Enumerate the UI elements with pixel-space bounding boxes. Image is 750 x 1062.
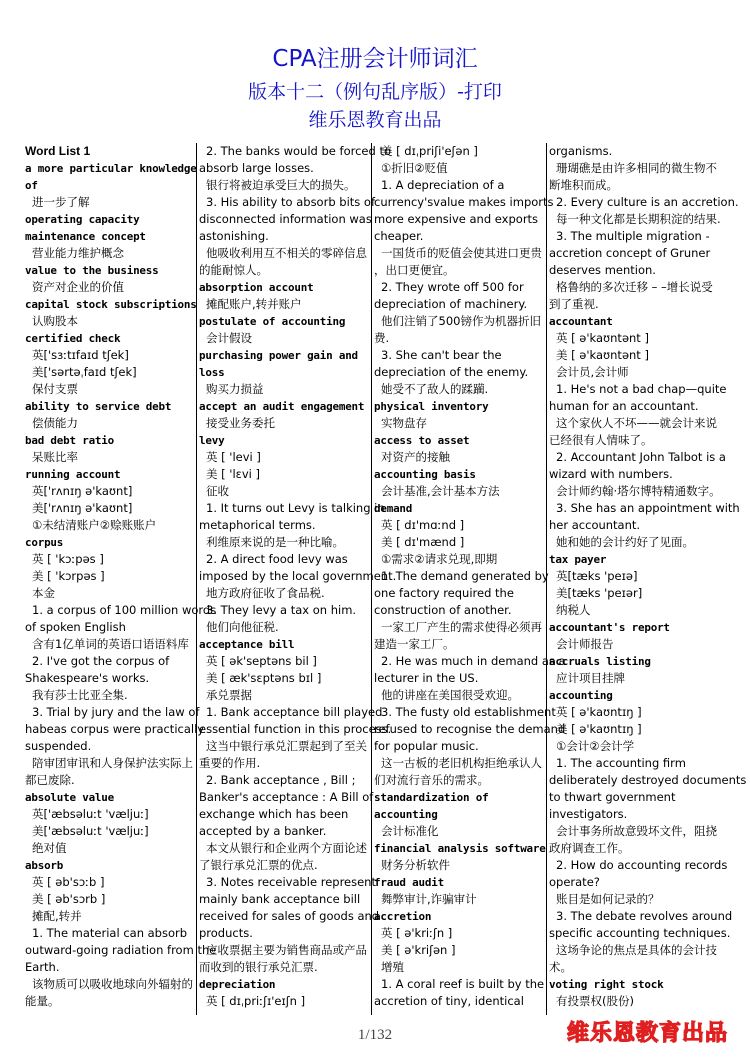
entry-line: refused to recognise the demand — [374, 722, 566, 736]
entry-line: ①需求②请求兑现,即期 — [381, 552, 498, 566]
entry-line: 2. I've got the corpus of — [32, 654, 170, 668]
entry-line: 2. Every culture is an accretion. — [556, 195, 739, 209]
entry-line: accretion of tiny, identical — [374, 994, 524, 1008]
entry-line: ①未结清账户②赊账账户 — [32, 518, 157, 532]
entry-line: 2. Bank acceptance , Bill ; — [206, 773, 356, 787]
entry-line: ①折旧②贬值 — [381, 161, 448, 175]
entry-line: 会计师约翰·塔尔博特精通数字。 — [556, 484, 721, 498]
entry-line: 财务分析软件 — [381, 858, 450, 872]
document-title: CPA注册会计师词汇 — [272, 46, 478, 72]
entry-line: 会计假设 — [206, 331, 252, 345]
entry-line: 本文从银行和企业两个方面论述 — [206, 841, 367, 855]
entry-headword: ability to service debt — [25, 400, 172, 413]
entry-headword: corpus — [25, 536, 64, 549]
entry-headword: absolute value — [25, 791, 114, 804]
entry-line: 英 [ ək'septəns bil ] — [206, 654, 317, 668]
entry-line: 3. She can't bear the — [381, 348, 502, 362]
entry-line: 3. His ability to absorb bits of — [206, 195, 376, 209]
entry-headword: of — [25, 179, 38, 192]
entry-line: 英 [ 'kɔːpəs ] — [32, 552, 104, 566]
entry-line: 建造一家工厂。 — [374, 637, 455, 651]
entry-line: 美 [ dɪ'mænd ] — [381, 535, 465, 549]
entry-line: 能量。 — [25, 994, 60, 1008]
entry-line: accretion concept of Gruner — [549, 246, 711, 260]
entry-line: 摊配,转并 — [32, 909, 82, 923]
entry-headword: accretion — [374, 910, 432, 923]
entry-line: currency'svalue makes imports — [374, 195, 554, 209]
entry-line: 已经很有人情味了。 — [549, 433, 653, 447]
entry-line: 呆账比率 — [32, 450, 78, 464]
entry-line: 3. They levy a tax on him. — [206, 603, 357, 617]
entry-line: 资产对企业的价值 — [32, 280, 124, 294]
entry-headword: certified check — [25, 332, 121, 345]
entry-line: 含有1亿单词的英语口语语料库 — [32, 637, 189, 651]
entry-headword: loss — [199, 366, 225, 379]
entry-line: 账目是如何记录的？ — [556, 892, 660, 906]
entry-line: 利维原来说的是一种比喻。 — [206, 535, 344, 549]
entry-line: 1. A coral reef is built by the — [381, 977, 545, 991]
entry-line: 1. The material can absorb — [32, 926, 188, 940]
entry-line: 有投票权(股份) — [556, 994, 634, 1008]
entry-line: lecturer in the US. — [374, 671, 479, 685]
entry-line: 一家工厂产生的需求使得必须再 — [381, 620, 542, 634]
word-column-3 — [374, 143, 566, 1013]
entry-line: imposed by the local government. — [199, 569, 397, 583]
entry-line: 会计标准化 — [381, 824, 439, 838]
entry-line: for popular music. — [374, 739, 479, 753]
entry-headword: postulate of accounting — [199, 315, 346, 328]
entry-headword: accountant's report — [549, 621, 670, 634]
entry-line: 美 [ 'lɛvi ] — [206, 467, 261, 481]
entry-line: 英 [ dɪ'mɑːnd ] — [381, 518, 465, 532]
entry-line: 断堆积而成。 — [549, 178, 618, 192]
entry-line: accepted by a banker. — [199, 824, 327, 838]
publisher-line: 维乐恩教育出品 — [308, 109, 442, 131]
entry-line: outward-going radiation from the — [25, 943, 217, 957]
entry-line: Earth. — [25, 960, 60, 974]
entry-line: 1. Bank acceptance bill played — [206, 705, 383, 719]
entry-line: 认购股本 — [32, 314, 78, 328]
entry-line: more expensive and exports — [374, 212, 539, 226]
entry-line: 会计师报告 — [556, 637, 614, 651]
entry-headword: accountant — [549, 315, 613, 328]
entry-headword: levy — [199, 434, 225, 447]
entry-line: 舞弊审计,诈骗审计 — [381, 892, 477, 906]
entry-line: of spoken English — [25, 620, 126, 634]
entry-line: 英[tæks 'peɪə] — [556, 569, 638, 583]
entry-line: deserves mention. — [549, 263, 656, 277]
entry-headword: standardization of — [374, 791, 489, 804]
entry-line: ，出口更便宜。 — [374, 263, 455, 277]
entry-line: 他们向他征税. — [206, 620, 279, 634]
entry-line: 英 [ ə'kriːʃn ] — [381, 926, 453, 940]
entry-line: operate? — [549, 875, 600, 889]
entry-line: suspended. — [25, 739, 92, 753]
entry-line: 2. He was much in demand as a — [381, 654, 566, 668]
entry-line: 美 [ ə'kaʊntɪŋ ] — [556, 722, 642, 736]
entry-line: construction of another. — [374, 603, 512, 617]
entry-headword: accruals listing — [549, 655, 651, 668]
entry-line: 会计基准,会计基本方法 — [381, 484, 500, 498]
entry-line: 会计员,会计师 — [556, 365, 629, 379]
entry-line: 应收票据主要为销售商品或产品 — [206, 943, 367, 957]
entry-headword: accounting — [374, 808, 438, 821]
entry-line: 3. Trial by jury and the law of — [32, 705, 200, 719]
entry-line: 这个家伙人不坏——就会计来说 — [556, 416, 717, 430]
entry-line: 2. A direct food levy was — [206, 552, 348, 566]
entry-line: 保付支票 — [32, 382, 78, 396]
entry-line: 1. The demand generated by — [381, 569, 549, 583]
entry-line: 偿债能力 — [32, 416, 78, 430]
entry-line: habeas corpus were practically — [25, 722, 205, 736]
column-divider — [196, 143, 197, 1015]
entry-line: exchange which has been — [199, 807, 349, 821]
entry-line: 了银行承兑汇票的优点. — [199, 858, 318, 872]
entry-line: 而收到的银行承兑汇票. — [199, 960, 318, 974]
page-number: 1/132 — [357, 1027, 393, 1043]
entry-line: 摊配账户,转并账户 — [206, 297, 302, 311]
entry-line: 这一古板的老旧机构拒绝承认人 — [381, 756, 542, 770]
entry-line: 美 [ æk'sɛptəns bɪl ] — [206, 671, 322, 685]
entry-line: 2. Accountant John Talbot is a — [556, 450, 726, 464]
entry-headword: depreciation — [199, 978, 276, 991]
entry-line: received for sales of goods and — [199, 909, 380, 923]
entry-line: 英['rʌnɪŋ ə'kaʊnt] — [32, 484, 133, 498]
entry-headword: a more particular knowledge — [25, 162, 197, 175]
entry-headword: demand — [374, 502, 413, 515]
document-subtitle: 版本十二（例句乱序版）-打印 — [248, 81, 502, 103]
entry-line: 3. Notes receivable represent — [206, 875, 376, 889]
entry-line: 2. How do accounting records — [556, 858, 728, 872]
entry-line: one factory required the — [374, 586, 514, 600]
entry-line: 应计项目挂牌 — [556, 671, 625, 685]
entry-headword: purchasing power gain and — [199, 349, 358, 362]
entry-line: 英 [ əb'sɔːb ] — [32, 875, 105, 889]
entry-line: 3. The multiple migration - — [556, 229, 710, 243]
entry-line: 她受不了敌人的蹂躏. — [381, 382, 489, 396]
entry-line: cheaper. — [374, 229, 424, 243]
entry-line: 1. It turns out Levy is talking in — [206, 501, 385, 515]
entry-line: Shakespeare's works. — [25, 671, 150, 685]
entry-headword: capital stock subscriptions — [25, 298, 197, 311]
entry-headword: tax payer — [549, 553, 607, 566]
entry-headword: bad debt ratio — [25, 434, 114, 447]
entry-line: 3. The debate revolves around — [556, 909, 733, 923]
entry-headword: accounting basis — [374, 468, 476, 481]
entry-line: 们对流行音乐的需求。 — [374, 773, 489, 787]
entry-headword: running account — [25, 468, 121, 481]
entry-line: 他吸收利用互不相关的零碎信息 — [206, 246, 367, 260]
entry-line: 英 [ dɪˌpriːʃɪ'eɪʃn ] — [206, 994, 306, 1008]
entry-line: wizard with numbers. — [549, 467, 673, 481]
entry-line: 美['rʌnɪŋ ə'kaʊnt] — [32, 501, 133, 515]
entry-line: investigators. — [549, 807, 628, 821]
entry-line: 英 [ ə'kaʊntənt ] — [556, 331, 649, 345]
entry-line: 1. The accounting firm — [556, 756, 686, 770]
entry-headword: absorption account — [199, 281, 314, 294]
entry-line: 美 [ əb'sɔrb ] — [32, 892, 106, 906]
entry-line: 1. He's not a bad chap—quite — [556, 382, 727, 396]
entry-line: 3. The fusty old establishment — [381, 705, 556, 719]
entry-line: 格鲁纳的多次迁移 – –增长说受 — [556, 280, 713, 294]
entry-line: mainly bank acceptance bill — [199, 892, 361, 906]
entry-line: 费. — [374, 331, 390, 345]
entry-line: 重要的作用. — [199, 756, 261, 770]
entry-line: 本金 — [32, 586, 55, 600]
entry-line: 这场争论的焦点是具体的会计技 — [556, 943, 717, 957]
entry-line: 他们注销了500镑作为机器折旧 — [381, 314, 541, 328]
entry-line: 2. The banks would be forced to — [206, 144, 391, 158]
entry-line: 接受业务委托 — [206, 416, 275, 430]
entry-line: 进一步了解 — [32, 195, 90, 209]
entry-line: 绝对值 — [32, 841, 67, 855]
entry-line: 英 [ 'levi ] — [206, 450, 261, 464]
entry-line: 1. a corpus of 100 million words — [32, 603, 217, 617]
entry-line: 英['æbsəluːt 'væljuː] — [32, 807, 149, 821]
entry-line: essential function in this process. — [199, 722, 392, 736]
entry-line: 的能耐惊人。 — [199, 263, 268, 277]
entry-headword: fraud audit — [374, 876, 444, 889]
entry-headword: voting right stock — [549, 978, 664, 991]
entry-line: 美 [ ə'kriʃən ] — [381, 943, 456, 957]
entry-line: 美['æbsəluːt 'væljuː] — [32, 824, 149, 838]
entry-line: depreciation of the enemy. — [374, 365, 529, 379]
entry-line: 地方政府征收了食品税. — [206, 586, 325, 600]
entry-line: products. — [199, 926, 253, 940]
entry-line: 英['sɜːtɪfaɪd tʃek] — [32, 348, 129, 362]
entry-line: 购买力损益 — [206, 382, 264, 396]
entry-line: ①会计②会计学 — [556, 739, 635, 753]
entry-line: 美['sərtəˌfaɪd tʃek] — [32, 365, 137, 379]
entry-line: human for an accountant. — [549, 399, 699, 413]
entry-line: 我有莎士比亚全集. — [32, 688, 128, 702]
entry-line: 纳税人 — [556, 603, 591, 617]
entry-headword: absorb — [25, 859, 64, 872]
entry-headword: acceptance bill — [199, 638, 295, 651]
entry-line: metaphorical terms. — [199, 518, 316, 532]
entry-line: 陪审团审讯和人身保护法实际上 — [32, 756, 193, 770]
entry-line: to thwart government — [549, 790, 676, 804]
entry-headword: financial analysis software — [374, 842, 546, 855]
entry-line: 都已废除. — [25, 773, 75, 787]
entry-line: 3. She has an appointment with — [556, 501, 740, 515]
watermark-logo: 维乐恩教育出品 — [566, 1021, 728, 1046]
entry-line: Banker's acceptance : A Bill of — [199, 790, 374, 804]
entry-line: 到了重视. — [549, 297, 599, 311]
entry-line: 1. A depreciation of a — [381, 178, 505, 192]
entry-line: 珊瑚礁是由许多相同的微生物不 — [556, 161, 717, 175]
entry-line: 一国货币的贬值会使其进口更贵 — [381, 246, 542, 260]
entry-line: 实物盘存 — [381, 416, 427, 430]
entry-headword: accounting — [549, 689, 613, 702]
entry-line: 美 [ dɪˌpriʃi'eʃən ] — [381, 144, 478, 158]
entry-line: her accountant. — [549, 518, 641, 532]
entry-line: 他的讲座在美国很受欢迎。 — [381, 688, 519, 702]
entry-line: 政府调查工作。 — [549, 841, 630, 855]
entry-line: specific accounting techniques. — [549, 926, 731, 940]
entry-line: astonishing. — [199, 229, 269, 243]
entry-line: 增殖 — [381, 960, 404, 974]
entry-line: 承兑票据 — [206, 688, 252, 702]
entry-line: disconnected information was — [199, 212, 372, 226]
entry-line: 每一种文化都是长期积淀的结果. — [556, 212, 721, 226]
entry-line: deliberately destroyed documents — [549, 773, 747, 787]
entry-headword: accept an audit engagement — [199, 400, 365, 413]
entry-line: 会计事务所故意毁坏文件，阻挠 — [556, 824, 717, 838]
entry-line: 术。 — [549, 960, 572, 974]
entry-headword: maintenance concept — [25, 230, 146, 243]
entry-line: 该物质可以吸收地球向外辐射的 — [32, 977, 193, 991]
word-column-4 — [549, 143, 747, 1013]
entry-line: 银行将被迫承受巨大的损失。 — [206, 178, 356, 192]
entry-headword: Word List 1 — [25, 144, 91, 158]
entry-line: absorb large losses. — [199, 161, 314, 175]
entry-headword: access to asset — [374, 434, 470, 447]
entry-line: 美 [ ə'kaʊntənt ] — [556, 348, 649, 362]
entry-line: 她和她的会计约好了见面。 — [556, 535, 694, 549]
entry-line: 英 [ ə'kaʊntɪŋ ] — [556, 705, 642, 719]
entry-line: 美 [ 'kɔrpəs ] — [32, 569, 105, 583]
entry-line: depreciation of machinery. — [374, 297, 528, 311]
entry-headword: physical inventory — [374, 400, 489, 413]
entry-line: 这当中银行承兑汇票起到了至关 — [206, 739, 367, 753]
entry-headword: value to the business — [25, 264, 159, 277]
entry-line: 美[tæks 'peɪər] — [556, 586, 643, 600]
entry-line: 2. They wrote off 500 for — [381, 280, 524, 294]
entry-line: 营业能力维护概念 — [32, 246, 124, 260]
entry-line: 对资产的接触 — [381, 450, 450, 464]
entry-headword: operating capacity — [25, 213, 140, 226]
entry-line: organisms. — [549, 144, 613, 158]
entry-line: 征收 — [206, 484, 229, 498]
